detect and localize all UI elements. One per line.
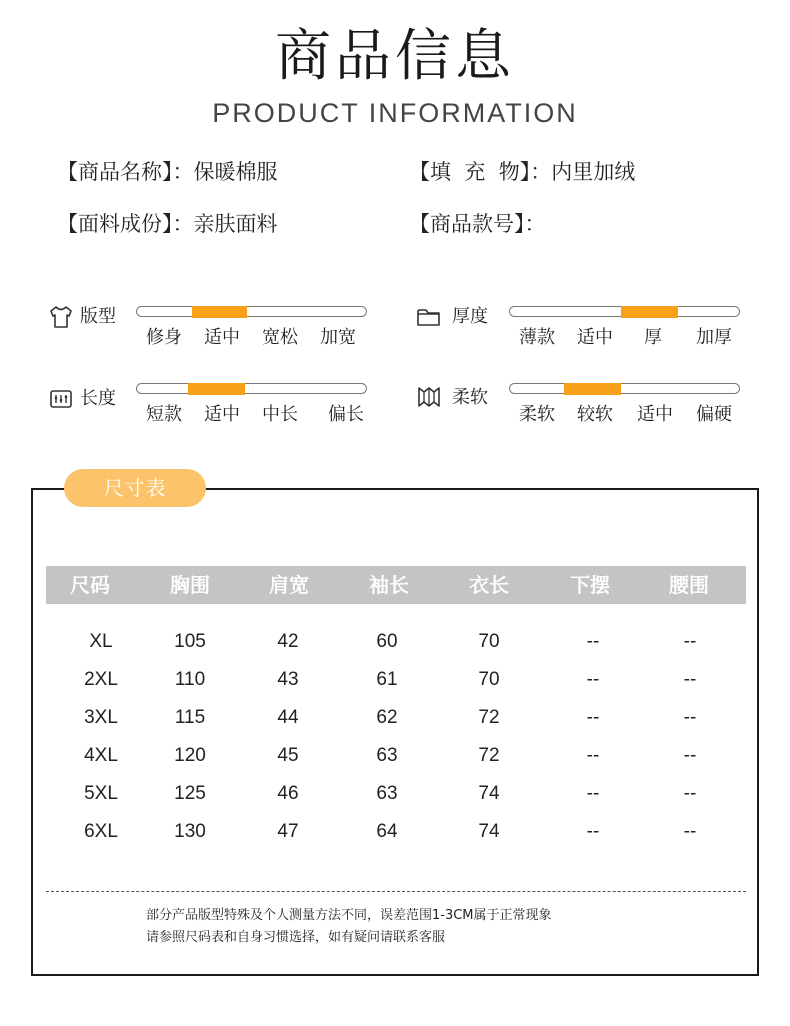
- length-option: 中长: [262, 404, 298, 425]
- fit-scale-track: [136, 306, 367, 317]
- table-cell: 43: [277, 669, 299, 690]
- fit-option: 宽松: [262, 327, 298, 348]
- filler-label: 【填 充 物】：: [409, 160, 552, 184]
- fit-option: 加宽: [320, 327, 356, 348]
- table-cell: 125: [174, 783, 206, 804]
- thickness-options: [509, 326, 741, 350]
- table-cell: --: [683, 669, 697, 690]
- fit-option: 适中: [204, 327, 240, 348]
- table-cell: --: [586, 745, 600, 766]
- softness-options: [509, 403, 741, 427]
- table-cell: --: [586, 669, 600, 690]
- dashed-divider: [46, 891, 746, 892]
- size-table-header: [46, 566, 746, 604]
- size-note-line-1: 部分产品版型特殊及个人测量方法不同，误差范围1-3CM属于正常现象: [146, 908, 552, 923]
- fit-options: [136, 326, 368, 350]
- table-cell: 45: [277, 745, 299, 766]
- softness-option: 较软: [577, 404, 613, 425]
- fit-scale-fill: [192, 306, 247, 318]
- length-scale-track: [136, 383, 367, 394]
- table-cell: --: [683, 783, 697, 804]
- fabric-icon: [416, 384, 442, 410]
- softness-scale-track: [509, 383, 740, 394]
- table-cell: --: [683, 821, 697, 842]
- table-cell: --: [683, 631, 697, 652]
- table-cell: --: [683, 707, 697, 728]
- product-name-value: 保暖棉服: [193, 160, 278, 184]
- table-cell: 6XL: [84, 821, 118, 842]
- table-cell: --: [586, 821, 600, 842]
- table-cell: 120: [174, 745, 206, 766]
- table-cell: 42: [277, 631, 299, 652]
- page-title: 商品信息: [275, 24, 515, 89]
- softness-option: 柔软: [519, 404, 555, 425]
- table-cell: --: [586, 631, 600, 652]
- table-row: [0, 737, 790, 775]
- table-cell: 63: [376, 745, 398, 766]
- table-cell: 74: [478, 821, 500, 842]
- length-scale-fill: [188, 383, 245, 395]
- length-option: 短款: [146, 404, 182, 425]
- column-header: 肩宽: [269, 573, 309, 597]
- table-cell: 74: [478, 783, 500, 804]
- table-cell: 4XL: [84, 745, 118, 766]
- fabric-label: 【面料成份】：: [57, 212, 194, 236]
- table-cell: 47: [277, 821, 299, 842]
- product-name-label: 【商品名称】：: [57, 160, 194, 184]
- table-cell: 63: [376, 783, 398, 804]
- size-table-title: 尺寸表: [64, 469, 206, 507]
- table-cell: 62: [376, 707, 398, 728]
- folder-icon: [416, 304, 442, 330]
- table-row: [0, 661, 790, 699]
- softness-scale-fill: [564, 383, 621, 395]
- table-row: [0, 699, 790, 737]
- column-header: 胸围: [170, 573, 210, 597]
- product-name-row: [57, 158, 278, 186]
- thickness-label: 厚度: [452, 306, 488, 327]
- length-label: 长度: [80, 388, 116, 409]
- table-cell: --: [586, 707, 600, 728]
- page-subtitle: PRODUCT INFORMATION: [212, 98, 578, 128]
- table-cell: 70: [478, 669, 500, 690]
- thickness-option: 加厚: [696, 327, 732, 348]
- filler-value: 内里加绒: [551, 160, 636, 184]
- table-cell: 5XL: [84, 783, 118, 804]
- table-cell: 44: [277, 707, 299, 728]
- column-header: 袖长: [369, 573, 409, 597]
- thickness-scale-track: [509, 306, 740, 317]
- table-cell: 61: [376, 669, 398, 690]
- thickness-option: 适中: [577, 327, 613, 348]
- model-number-row: [409, 210, 546, 238]
- tshirt-icon: [48, 304, 74, 330]
- table-cell: XL: [89, 631, 113, 652]
- table-row: [0, 623, 790, 661]
- fit-option: 修身: [146, 327, 182, 348]
- table-cell: 70: [478, 631, 500, 652]
- table-cell: 110: [174, 669, 206, 690]
- table-row: [0, 775, 790, 813]
- fabric-value: 亲肤面料: [193, 212, 278, 236]
- size-note-line-2: 请参照尺码表和自身习惯选择，如有疑问请联系客服: [146, 930, 446, 945]
- ruler-icon: [48, 386, 74, 412]
- table-row: [0, 813, 790, 851]
- column-header: 尺码: [70, 573, 110, 597]
- length-option: 适中: [204, 404, 240, 425]
- softness-option: 适中: [637, 404, 673, 425]
- table-cell: 115: [174, 707, 206, 728]
- softness-option: 偏硬: [696, 404, 732, 425]
- thickness-scale-fill: [621, 306, 678, 318]
- column-header: 衣长: [469, 573, 509, 597]
- table-cell: --: [586, 783, 600, 804]
- fit-label: 版型: [80, 306, 116, 327]
- table-cell: 72: [478, 707, 500, 728]
- table-cell: 130: [174, 821, 206, 842]
- table-cell: 2XL: [84, 669, 118, 690]
- table-cell: 72: [478, 745, 500, 766]
- model-number-label: 【商品款号】：: [409, 212, 546, 236]
- table-cell: --: [683, 745, 697, 766]
- table-cell: 46: [277, 783, 299, 804]
- filler-row: [409, 158, 635, 186]
- column-header: 腰围: [669, 573, 709, 597]
- softness-label: 柔软: [452, 387, 488, 408]
- thickness-option: 薄款: [519, 327, 555, 348]
- table-cell: 60: [376, 631, 398, 652]
- fabric-row: [57, 210, 278, 238]
- table-cell: 3XL: [84, 707, 118, 728]
- thickness-option: 厚: [644, 327, 662, 348]
- column-header: 下摆: [570, 573, 610, 597]
- length-options: [136, 403, 368, 427]
- length-option: 偏长: [328, 404, 364, 425]
- table-cell: 64: [376, 821, 398, 842]
- table-cell: 105: [174, 631, 206, 652]
